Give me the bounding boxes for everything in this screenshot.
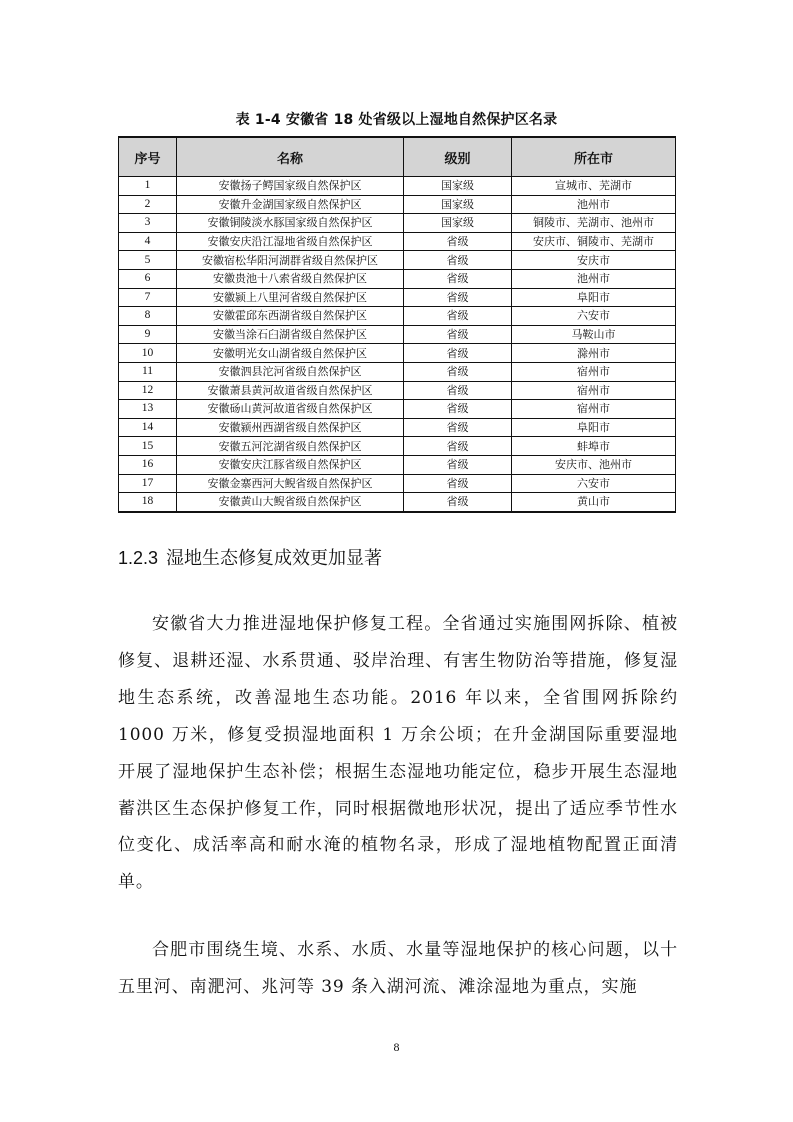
cell-level: 省级	[404, 362, 512, 381]
cell-level: 省级	[404, 418, 512, 437]
cell-name: 安徽贵池十八索省级自然保护区	[177, 269, 404, 288]
cell-city: 池州市	[512, 195, 676, 214]
cell-name: 安徽安庆江豚省级自然保护区	[177, 455, 404, 474]
cell-city: 宿州市	[512, 400, 676, 419]
cell-number: 1	[119, 177, 177, 196]
cell-level: 省级	[404, 381, 512, 400]
table-row	[119, 325, 676, 344]
section-number: 1.2.3	[118, 548, 159, 568]
cell-name: 安徽颍州西湖省级自然保护区	[177, 418, 404, 437]
section-heading	[118, 545, 678, 572]
cell-name: 安徽黄山大鲵省级自然保护区	[177, 493, 404, 512]
cell-name: 安徽砀山黄河故道省级自然保护区	[177, 400, 404, 419]
cell-level: 省级	[404, 474, 512, 493]
cell-number: 12	[119, 381, 177, 400]
header-cell-level: 级别	[404, 137, 512, 177]
cell-name: 安徽泗县沱河省级自然保护区	[177, 362, 404, 381]
table-row	[119, 362, 676, 381]
cell-city: 安庆市	[512, 251, 676, 270]
cell-name: 安徽金寨西河大鲵省级自然保护区	[177, 474, 404, 493]
cell-name: 安徽升金湖国家级自然保护区	[177, 195, 404, 214]
cell-level: 省级	[404, 344, 512, 363]
cell-number: 13	[119, 400, 177, 419]
cell-level: 省级	[404, 288, 512, 307]
cell-level: 省级	[404, 325, 512, 344]
cell-city: 六安市	[512, 307, 676, 326]
table-row	[119, 195, 676, 214]
cell-city: 阜阳市	[512, 288, 676, 307]
cell-city: 阜阳市	[512, 418, 676, 437]
header-cell-number: 序号	[119, 137, 177, 177]
cell-level: 国家级	[404, 214, 512, 233]
cell-city: 六安市	[512, 474, 676, 493]
cell-number: 15	[119, 437, 177, 456]
table-row	[119, 455, 676, 474]
cell-city: 黄山市	[512, 493, 676, 512]
table-row	[119, 269, 676, 288]
reserve-table	[118, 136, 676, 513]
cell-city: 铜陵市、芜湖市、池州市	[512, 214, 676, 233]
cell-level: 国家级	[404, 177, 512, 196]
cell-name: 安徽扬子鳄国家级自然保护区	[177, 177, 404, 196]
cell-level: 省级	[404, 493, 512, 512]
cell-city: 宣城市、芜湖市	[512, 177, 676, 196]
cell-level: 省级	[404, 251, 512, 270]
cell-number: 4	[119, 232, 177, 251]
body-paragraph: 合肥市围绕生境、水系、水质、水量等湿地保护的核心问题，以十五里河、南淝河、兆河等 39 条入湖河流、滩涂湿地为重点，实施	[118, 940, 678, 997]
cell-number: 8	[119, 307, 177, 326]
table-body	[119, 177, 676, 512]
page-number: 8	[393, 1040, 400, 1054]
table-row	[119, 232, 676, 251]
cell-number: 10	[119, 344, 177, 363]
cell-name: 安徽五河沱湖省级自然保护区	[177, 437, 404, 456]
cell-city: 滁州市	[512, 344, 676, 363]
cell-name: 安徽当涂石臼湖省级自然保护区	[177, 325, 404, 344]
cell-number: 9	[119, 325, 177, 344]
cell-number: 16	[119, 455, 177, 474]
table-caption: 表 1-4 安徽省 18 处省级以上湿地自然保护区名录	[235, 112, 558, 128]
cell-number: 3	[119, 214, 177, 233]
cell-name: 安徽安庆沿江湿地省级自然保护区	[177, 232, 404, 251]
cell-city: 安庆市、铜陵市、芜湖市	[512, 232, 676, 251]
table-row	[119, 400, 676, 419]
cell-name: 安徽萧县黄河故道省级自然保护区	[177, 381, 404, 400]
table-row	[119, 344, 676, 363]
cell-city: 蚌埠市	[512, 437, 676, 456]
cell-name: 安徽铜陵淡水豚国家级自然保护区	[177, 214, 404, 233]
cell-number: 7	[119, 288, 177, 307]
table-row	[119, 418, 676, 437]
cell-level: 省级	[404, 307, 512, 326]
cell-city: 安庆市、池州市	[512, 455, 676, 474]
body-paragraph: 安徽省大力推进湿地保护修复工程。全省通过实施围网拆除、植被修复、退耕还湿、水系贯通、驳岸治理、有害生物防治等措施，修复湿地生态系统，改善湿地生态功能。2016 年以来，全省围网拆除约 1000 万米，修复受损湿地面积 1 万余公顷；在升金湖国际重要湿地开展了湿地保护生态补偿；根据生态湿地功能定位，稳步开展生态湿地蓄洪区生态保护修复工作，同时根据微地形状况，提出了适应季节性水位变化、成活率高和耐水淹的植物名录，形成了湿地植物配置正面清单。	[118, 614, 678, 893]
table-row	[119, 474, 676, 493]
cell-level: 省级	[404, 400, 512, 419]
section-title: 湿地生态修复成效更加显著	[166, 548, 383, 569]
table-row	[119, 288, 676, 307]
table-row	[119, 307, 676, 326]
cell-number: 2	[119, 195, 177, 214]
cell-city: 宿州市	[512, 362, 676, 381]
cell-number: 11	[119, 362, 177, 381]
table-row	[119, 381, 676, 400]
table-row	[119, 437, 676, 456]
cell-level: 省级	[404, 455, 512, 474]
cell-level: 国家级	[404, 195, 512, 214]
cell-level: 省级	[404, 437, 512, 456]
cell-city: 宿州市	[512, 381, 676, 400]
cell-name: 安徽明光女山湖省级自然保护区	[177, 344, 404, 363]
cell-name: 安徽颍上八里河省级自然保护区	[177, 288, 404, 307]
cell-city: 池州市	[512, 269, 676, 288]
cell-level: 省级	[404, 232, 512, 251]
table-header-row	[119, 137, 676, 177]
cell-name: 安徽霍邱东西湖省级自然保护区	[177, 307, 404, 326]
header-cell-name: 名称	[177, 137, 404, 177]
table-row	[119, 214, 676, 233]
cell-number: 18	[119, 493, 177, 512]
cell-name: 安徽宿松华阳河湖群省级自然保护区	[177, 251, 404, 270]
table-row	[119, 177, 676, 196]
cell-level: 省级	[404, 269, 512, 288]
header-cell-city: 所在市	[512, 137, 676, 177]
cell-number: 14	[119, 418, 177, 437]
table-row	[119, 493, 676, 512]
table-row	[119, 251, 676, 270]
cell-number: 5	[119, 251, 177, 270]
cell-number: 6	[119, 269, 177, 288]
cell-city: 马鞍山市	[512, 325, 676, 344]
cell-number: 17	[119, 474, 177, 493]
